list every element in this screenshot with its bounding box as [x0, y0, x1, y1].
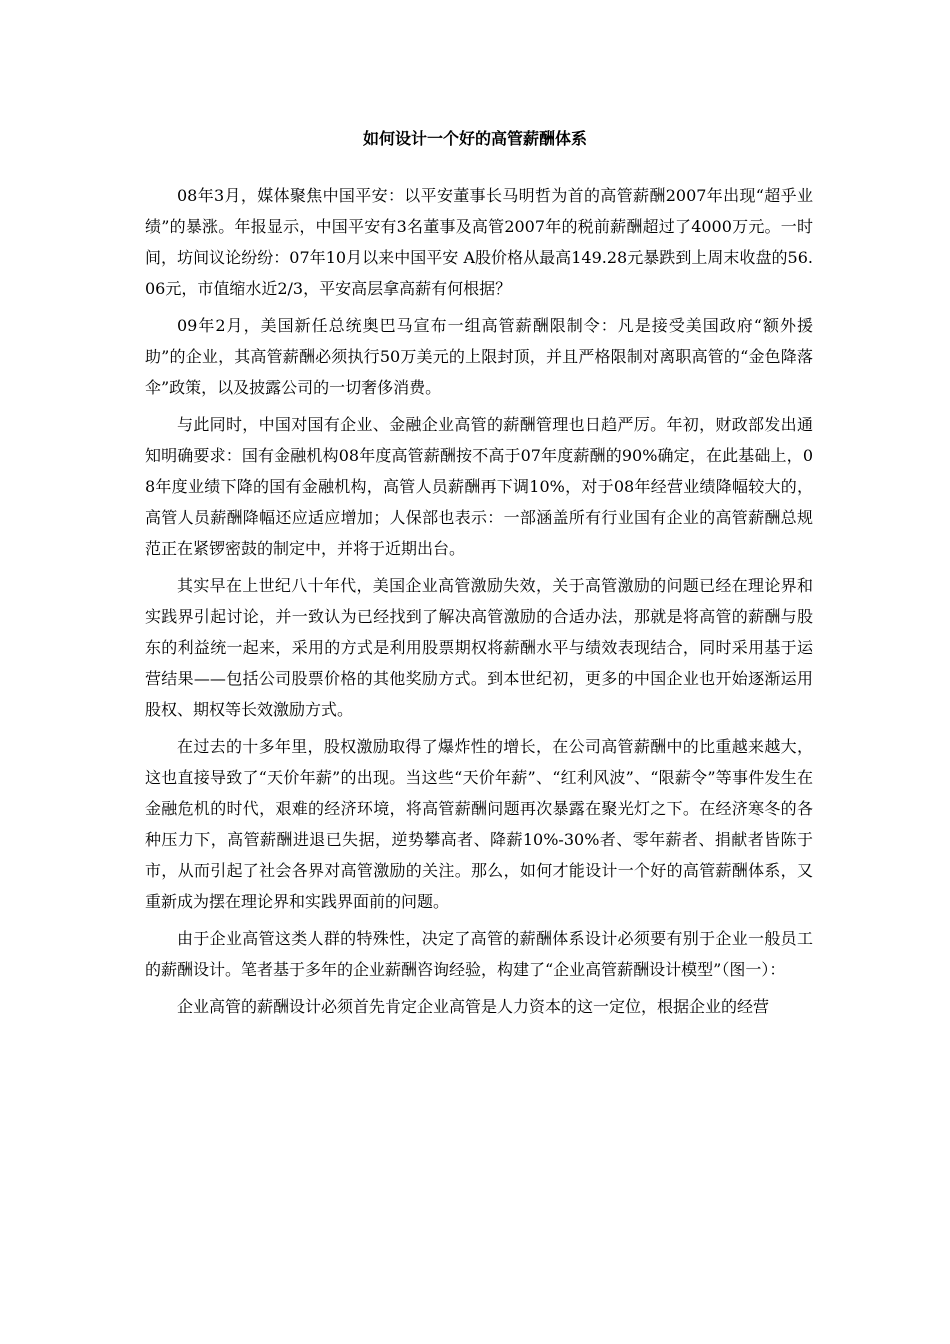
paragraph-obama-pay-limit: 09年2月，美国新任总统奥巴马宣布一组高管薪酬限制令：凡是接受美国政府“额外援助”的企业，其高管薪酬必须执行50万美元的上限封顶，并且严格限制对离职高管的“金色降落伞”政策，以及披露公司的一切奢侈消费。: [145, 316, 813, 397]
paragraph-equity-incentive: 在过去的十多年里，股权激励取得了爆炸性的增长，在公司高管薪酬中的比重越来越大，这也直接导致了“天价年薪”的出现。当这些“天价年薪”、“红利风波”、“限薪令”等事件发生在金融危机的时代，艰难的经济环境，将高管薪酬问题再次暴露在聚光灯之下。在经济寒冬的各种压力下，高管薪酬进退已失据，逆势攀高者、降薪10%-30%者、零年薪者、捐献者皆陈于市，从而引起了社会各界对高管激励的关注。那么，如何才能设计一个好的高管薪酬体系，又重新成为摆在理论界和实践界面前的问题。: [145, 737, 813, 911]
paragraph-model-intro: 由于企业高管这类人群的特殊性，决定了高管的薪酬体系设计必须要有别于企业一般员工的薪酬设计。笔者基于多年的企业薪酬咨询经验，构建了“企业高管薪酬设计模型”（图一）：: [145, 929, 813, 979]
paragraph-human-capital: 企业高管的薪酬设计必须首先肯定企业高管是人力资本的这一定位，根据企业的经营: [177, 997, 770, 1016]
document-body: [145, 180, 813, 1028]
paragraph-china-regulation: 与此同时，中国对国有企业、金融企业高管的薪酬管理也日趋严厉。年初，财政部发出通知明确要求：国有金融机构08年度高管薪酬按不高于07年度薪酬的90%确定，在此基础上，08年度业绩下降的国有金融机构，高管人员薪酬再下调10%，对于08年经营业绩降幅较大的，高管人员薪酬降幅还应适应增加；人保部也表示：一部涵盖所有行业国有企业的高管薪酬总规范正在紧锣密鼓的制定中，并将于近期出台。: [145, 415, 813, 558]
document-title: 如何设计一个好的高管薪酬体系: [362, 129, 587, 148]
paragraph-history: 其实早在上世纪八十年代，美国企业高管激励失效，关于高管激励的问题已经在理论界和实践界引起讨论，并一致认为已经找到了解决高管激励的合适办法，那就是将高管的薪酬与股东的利益统一起来，采用的方式是利用股票期权将薪酬水平与绩效表现结合，同时采用基于运营结果——包括公司股票价格的其他奖励方式。到本世纪初，更多的中国企业也开始逐渐运用股权、期权等长效激励方式。: [145, 576, 813, 719]
paragraph-ping-an: 08年3月，媒体聚焦中国平安：以平安董事长马明哲为首的高管薪酬2007年出现“超乎业绩”的暴涨。年报显示，中国平安有3名董事及高管2007年的税前薪酬超过了4000万元。一时间，坊间议论纷纷：07年10月以来中国平安 A股价格从最高149.28元暴跌到上周末收盘的56.06元，市值缩水近2/3，平安高层拿高薪有何根据？: [145, 186, 813, 298]
